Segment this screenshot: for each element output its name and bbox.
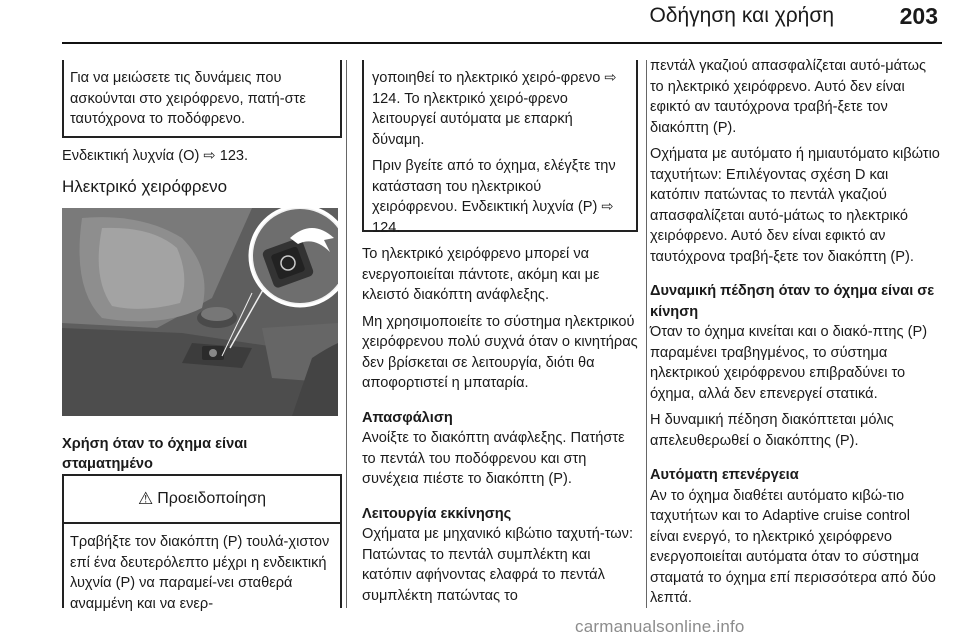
- column-divider-left: [346, 60, 347, 608]
- paragraph-dynamic-1: Όταν το όχημα κινείται και ο διακό-πτης (P) παραμένει τραβηγμένος, το σύστημα ηλεκτρικού χειρόφρενου επιβραδύνει το όχημα, αλλά δεν επενεργεί στατικά.: [650, 324, 928, 402]
- paragraph-manual-release: πεντάλ γκαζιού απασφαλίζεται αυτό-μάτως το ηλεκτρικό χειρόφρενο. Αυτό δεν είναι εφικτό αν ταυτόχρονα τραβή-ξετε τον διακόπτη (P).: [650, 58, 927, 136]
- heading-start-function: Λειτουργία εκκίνησης: [362, 505, 512, 522]
- right-body: [650, 56, 940, 609]
- center-console-image: [62, 208, 338, 416]
- heading-auto-apply: Αυτόματη επενέργεια: [650, 467, 799, 483]
- page-number: 203: [899, 3, 938, 29]
- paragraph-activation: Το ηλεκτρικό χειρόφρενο μπορεί να ενεργοποιείται πάντοτε, ακόμη και με κλειστό διακόπτη ανάφλεξης.: [362, 246, 600, 303]
- warning-continuation-box: [62, 60, 342, 138]
- indicator-reference: Ενδεικτική λυχνία (O) ⇨ 123.: [62, 148, 249, 164]
- watermark: carmanualsonline.info: [575, 617, 745, 636]
- running-header-title: Οδήγηση και χρήση: [649, 4, 834, 27]
- paragraph-dynamic-2: Η δυναμική πέδηση διακόπτεται μόλις απελευθερωθεί ο διακόπτης (P).: [650, 412, 894, 449]
- paragraph-battery: Μη χρησιμοποιείτε το σύστημα ηλεκτρικού χειρόφρενου πολύ συχνά όταν ο κινητήρας δεν βρίσκεται σε λειτουργία, διότι θα αποφορτιστεί η μπαταρία.: [362, 313, 638, 391]
- parking-brake-photo: [62, 208, 338, 416]
- heading-release: Απασφάλιση: [362, 409, 453, 426]
- paragraph-auto-apply: Αν το όχημα διαθέτει αυτόματο κιβώ-τιο ταχυτήτων και το Adaptive cruise control είναι ενεργό, το ηλεκτρικό χειρόφρενο ενεργοποιείται αυτόματα όταν το σύστημα σταματά το όχημα επί περισσότερα από δύο λεπτά.: [650, 487, 936, 606]
- header-rule: [62, 42, 942, 44]
- warning-box: [62, 474, 342, 612]
- section-title: Ηλεκτρικό χειρόφρενο: [62, 177, 228, 196]
- heading-dynamic-braking: Δυναμική πέδηση όταν το όχημα είναι σε κίνηση: [650, 283, 935, 320]
- middle-body: [362, 244, 638, 606]
- warning-title: Προειδοποίηση: [157, 490, 266, 507]
- warning-triangle-icon: ⚠: [137, 489, 154, 508]
- subheading-line-2: σταματημένο: [62, 456, 153, 472]
- warning-text: Τραβήξτε τον διακόπτη (P) τουλά-χιστον επί ένα δευτερόλεπτο μέχρι η ενδεικτική λυχνία (P) να παραμεί-νει σταθερά αναμμένη και να ενερ-: [70, 534, 330, 612]
- column-divider-right: [646, 60, 647, 608]
- warning-continuation-text: Για να μειώσετε τις δυνάμεις που ασκούνται στο χειρόφρενο, πατή-στε ταυτόχρονα το ποδόφρενο.: [70, 70, 306, 127]
- paragraph-release: Ανοίξτε το διακόπτη ανάφλεξης. Πατήστε το πεντάλ του ποδόφρενου και στη συνέχεια πιέστε το διακόπτη (P).: [362, 430, 625, 487]
- paragraph-start-function: Οχήματα με μηχανικό κιβώτιο ταχυτή-των: Πατώντας το πεντάλ συμπλέκτη και κατόπιν αφήνοντας ελαφρά το πεντάλ συμπλέκτη πατώντας το: [362, 526, 634, 604]
- subheading-line-1: Χρήση όταν το όχημα είναι: [62, 436, 248, 452]
- paragraph-automatic-release: Οχήματα με αυτόματο ή ημιαυτόματο κιβώτιο ταχυτήτων: Επιλέγοντας σχέση D και κατόπιν πατώντας το πεντάλ γκαζιού απασφαλίζεται αυτό-μάτως το ηλεκτρικό χειρόφρενο. Αυτό δεν είναι εφικτό αν ταυτόχρονα τραβή-ξετε τον διακόπτη (P).: [650, 146, 940, 265]
- warning-header: [64, 476, 340, 524]
- box-paragraph-1: γοποιηθεί το ηλεκτρικό χειρό-φρενο ⇨ 124. Το ηλεκτρικό χειρό-φρενο λειτουργεί αυτόματα με επαρκή δύναμη.: [372, 70, 617, 148]
- warning-continuation-box-2: [362, 60, 638, 236]
- box-paragraph-2: Πριν βγείτε από το όχημα, ελέγξτε την κατάσταση του ηλεκτρικού χειρόφρενου. Ενδεικτική λυχνία (P) ⇨ 124.: [372, 158, 616, 236]
